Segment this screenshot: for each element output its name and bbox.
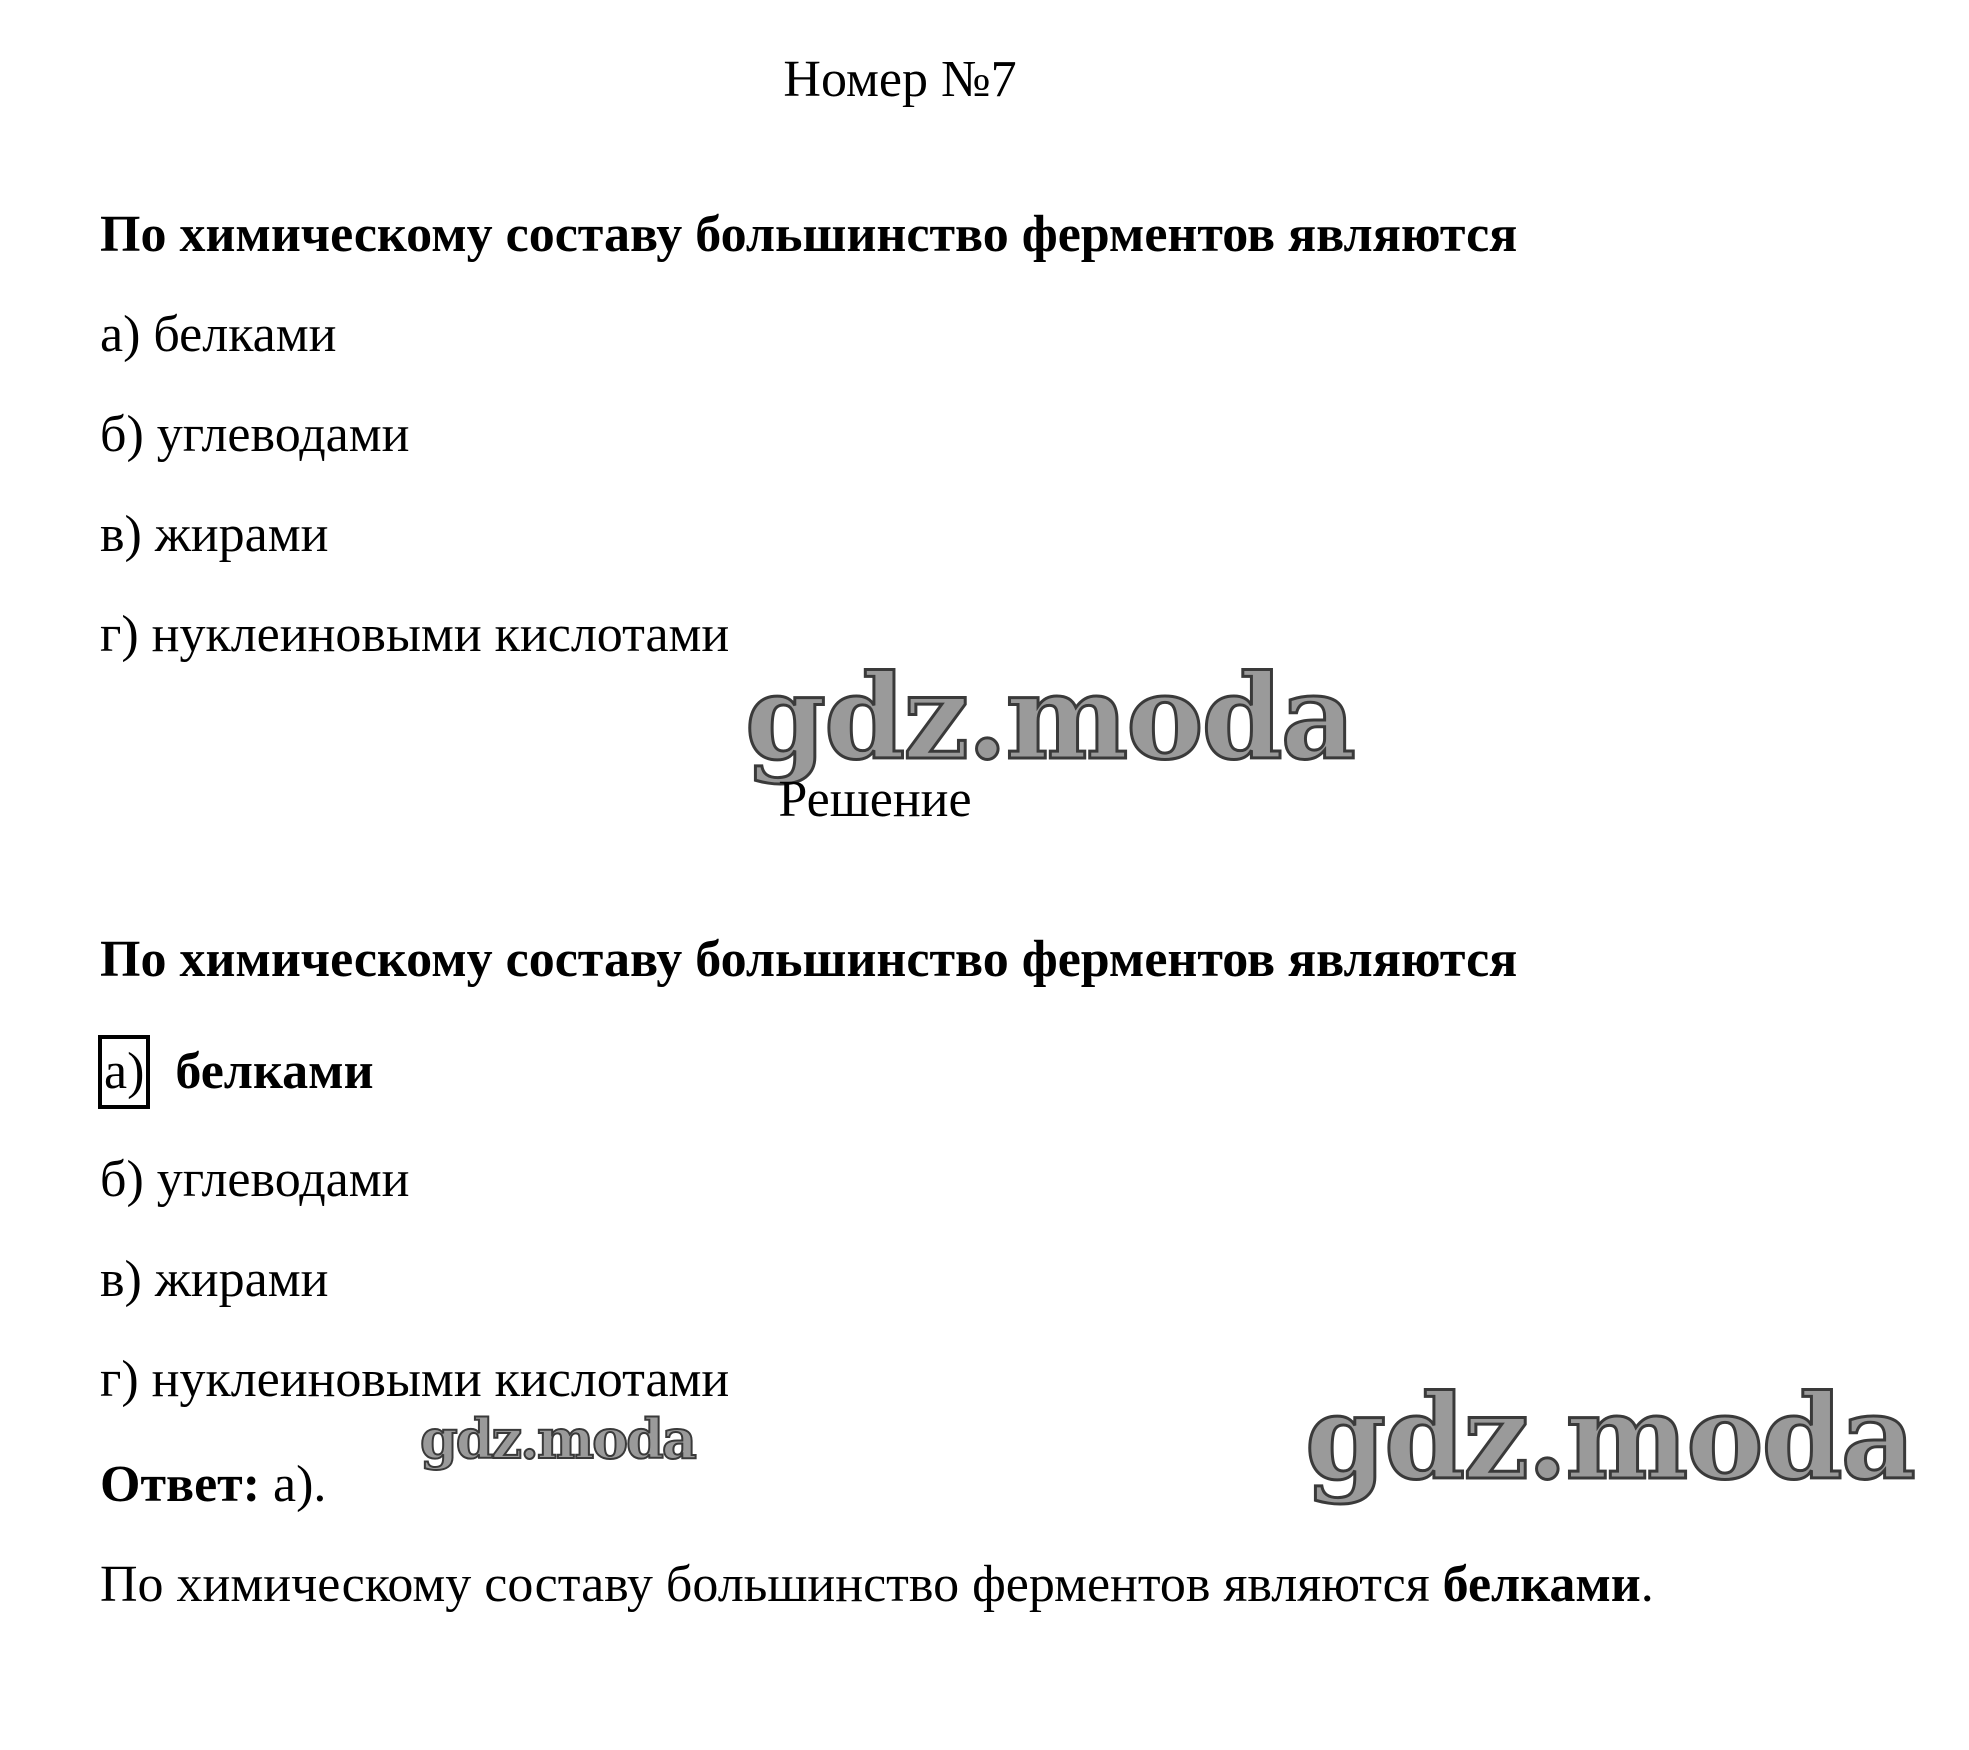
solution-question-text: По химическому составу большинство ферментов являются bbox=[100, 931, 1518, 988]
answer-label: Ответ: bbox=[100, 1456, 261, 1513]
solution-option-v: в) жирами bbox=[100, 1251, 329, 1308]
answer-line bbox=[100, 1455, 326, 1515]
solution-option-b: б) углеводами bbox=[100, 1151, 410, 1208]
selected-letter-box: а) bbox=[98, 1035, 150, 1109]
question-option-a: а) белками bbox=[100, 306, 337, 363]
solution-heading: Решение bbox=[778, 771, 972, 828]
watermark-logo-small: gdz.moda bbox=[420, 1407, 695, 1471]
conclusion-prefix: По химическому составу большинство ферментов являются bbox=[100, 1556, 1430, 1613]
conclusion-suffix: . bbox=[1640, 1556, 1654, 1613]
answer-value: а). bbox=[273, 1456, 327, 1513]
page-title: Номер №7 bbox=[783, 51, 1017, 108]
watermark-logo-large: gdz.moda bbox=[1305, 1370, 1914, 1506]
conclusion-bold-word: белками bbox=[1442, 1556, 1641, 1613]
question-option-b: б) углеводами bbox=[100, 406, 410, 463]
question-option-v: в) жирами bbox=[100, 506, 329, 563]
selected-answer-word: белками bbox=[175, 1043, 374, 1100]
solution-selected-option bbox=[100, 1035, 374, 1109]
question-text: По химическому составу большинство ферментов являются bbox=[100, 206, 1518, 263]
watermark-logo: gdz.moda bbox=[745, 650, 1354, 786]
solution-option-g: г) нуклеиновыми кислотами bbox=[100, 1351, 730, 1408]
question-option-g: г) нуклеиновыми кислотами bbox=[100, 606, 730, 663]
conclusion-line bbox=[100, 1555, 1654, 1615]
